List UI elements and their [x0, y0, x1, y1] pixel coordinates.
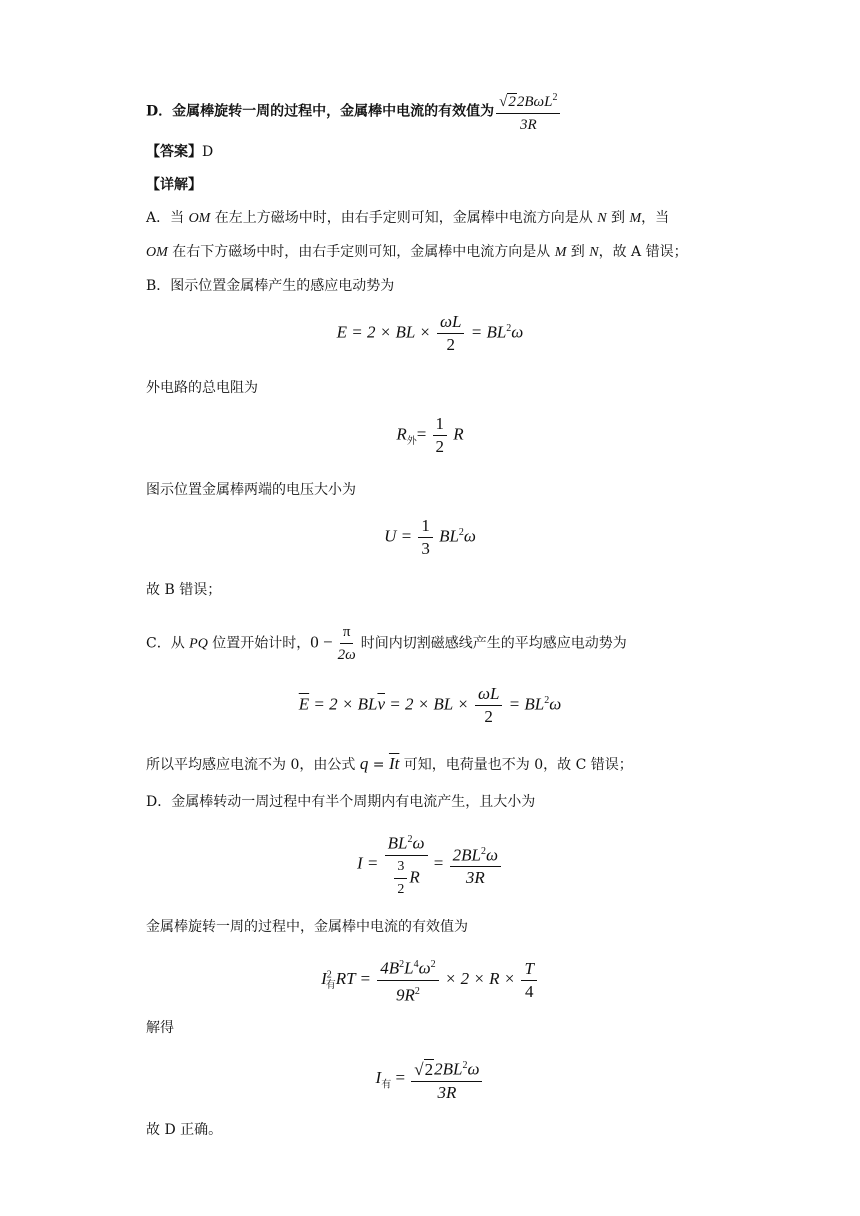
answer-value: D	[202, 144, 214, 160]
equation-average-emf: $\overline{E} = 2 \times BL\overline{v} = 2$ × BL × $\frac{\omega L}{2}$ = $BL^2\omega$	[298, 684, 562, 726]
equation-current: I = $BL^2\omega$ $\frac{3}{2}$ R = $\frac{2BL^2\omega}{3R}$	[0, 830, 860, 900]
option-d-line	[146, 88, 562, 135]
para-a-line1: A．当 OM 在左上方磁场中时，由右手定则可知，金属棒中电流方向是从 N 到 M，当	[146, 210, 670, 226]
para-b-line4: 故 B 错误；	[146, 582, 222, 598]
equation-r-external: $R_外=$ $\frac{1}{2}$ R	[396, 414, 464, 456]
option-d-text: D．金属棒旋转一周的过程中，金属棒中电流的有效值为	[146, 103, 495, 120]
option-d-fraction: $\frac{√22B\omega L^2}{3R}$	[496, 88, 560, 135]
detail-label: 【详解】	[146, 177, 202, 193]
para-a-line2: OM 在右下方磁场中时，由右手定则可知，金属棒中电流方向是从 M 到 N，故 A 错误；	[146, 244, 688, 260]
para-d-line4: 故 D 正确。	[146, 1122, 223, 1138]
para-b-line2: 外电路的总电阻为	[146, 380, 258, 396]
answer-line	[146, 142, 213, 162]
equation-e: E = 2 × BL × $\frac{\omega L}{2}$ = $BL^2\omega$	[336, 312, 524, 354]
para-b-line3: 图示位置金属棒两端的电压大小为	[146, 482, 356, 498]
equation-u: U = $\frac{1}{3}$ $BL^2\omega$	[384, 516, 476, 558]
equation-effective-current: $I_有$ = $\frac{√22BL^2\omega}{3R}$	[0, 1056, 860, 1103]
para-d-line3: 解得	[146, 1020, 174, 1036]
para-d-line2: 金属棒旋转一周的过程中，金属棒中电流的有效值为	[146, 919, 468, 935]
equation-effective-power: $I^2_有RT$ = $\frac{4B^2L^4\omega^2}{9R^2}$ × 2 × R × $\frac{T}{4}$	[0, 955, 860, 1005]
answer-label: 【答案】	[146, 144, 202, 160]
para-b-line1: B．图示位置金属棒产生的感应电动势为	[146, 278, 395, 294]
para-c-line1: C．从 PQ 位置开始计时，0 − $\frac{\pi}{2\omega}$ 时间内切割磁感线产生的平均感应电动势为	[146, 624, 627, 663]
para-c-line2: 所以平均感应电流不为 0，由公式 $q = \overline{It}$ 可知，电荷量也不为 0，故 C 错误；	[146, 754, 633, 773]
para-d-line1: D．金属棒转动一周过程中有半个周期内有电流产生，且大小为	[146, 794, 536, 810]
